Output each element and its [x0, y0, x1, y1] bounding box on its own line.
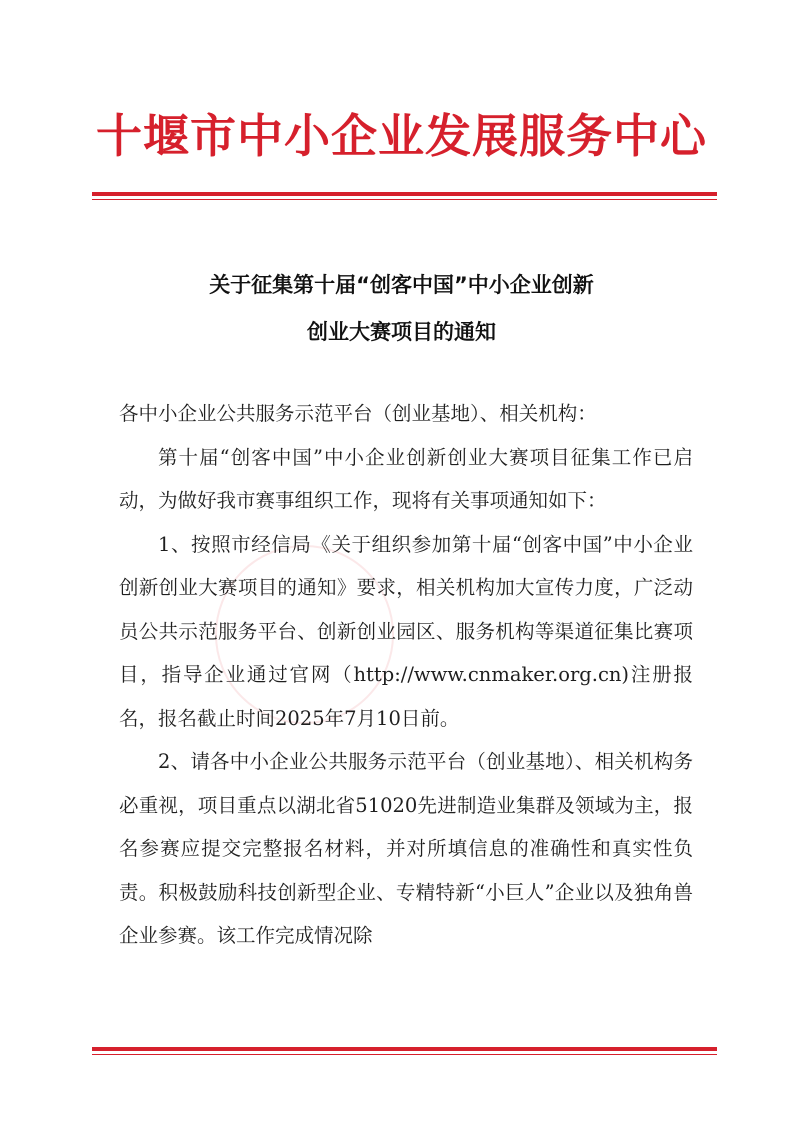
header-divider	[92, 192, 717, 200]
item-2-paragraph: 2、请各中小企业公共服务示范平台（创业基地）、相关机构务必重视，项目重点以湖北省51020先进制造业集群及领域为主，报名参赛应提交完整报名材料，并对所填信息的准确性和真实性负责。积极鼓励科技创新型企业、专精特新“小巨人”企业以及独角兽企业参赛。该工作完成情况除	[119, 750, 693, 947]
title-line-1: 关于征集第十届“创客中国”中小企业创新	[209, 273, 594, 297]
item-1-paragraph: 1、按照市经信局《关于组织参加第十届“创客中国”中小企业创新创业大赛项目的通知》要求，相关机构加大宣传力度，广泛动员公共示范服务平台、创新创业园区、服务机构等渠道征集比赛项目，指导企业通过官网（http://www.cnmaker.org.cn)注册报名，报名截止时间2025年7月10日前。	[119, 532, 693, 730]
title-line-2: 创业大赛项目的通知	[307, 320, 496, 344]
footer-divider	[92, 1047, 717, 1055]
divider-thin-line	[92, 1054, 717, 1055]
divider-thick-line	[92, 1047, 717, 1051]
organization-header: 十堰市中小企业发展服务中心	[96, 109, 707, 163]
intro-paragraph: 第十届“创客中国”中小企业创新创业大赛项目征集工作已启动，为做好我市赛事组织工作，现将有关事项通知如下：	[119, 445, 693, 512]
document-title	[0, 262, 803, 356]
document-body	[119, 392, 693, 958]
salutation: 各中小企业公共服务示范平台（创业基地）、相关机构：	[119, 402, 597, 425]
divider-thick-line	[92, 192, 717, 196]
divider-thin-line	[92, 199, 717, 200]
